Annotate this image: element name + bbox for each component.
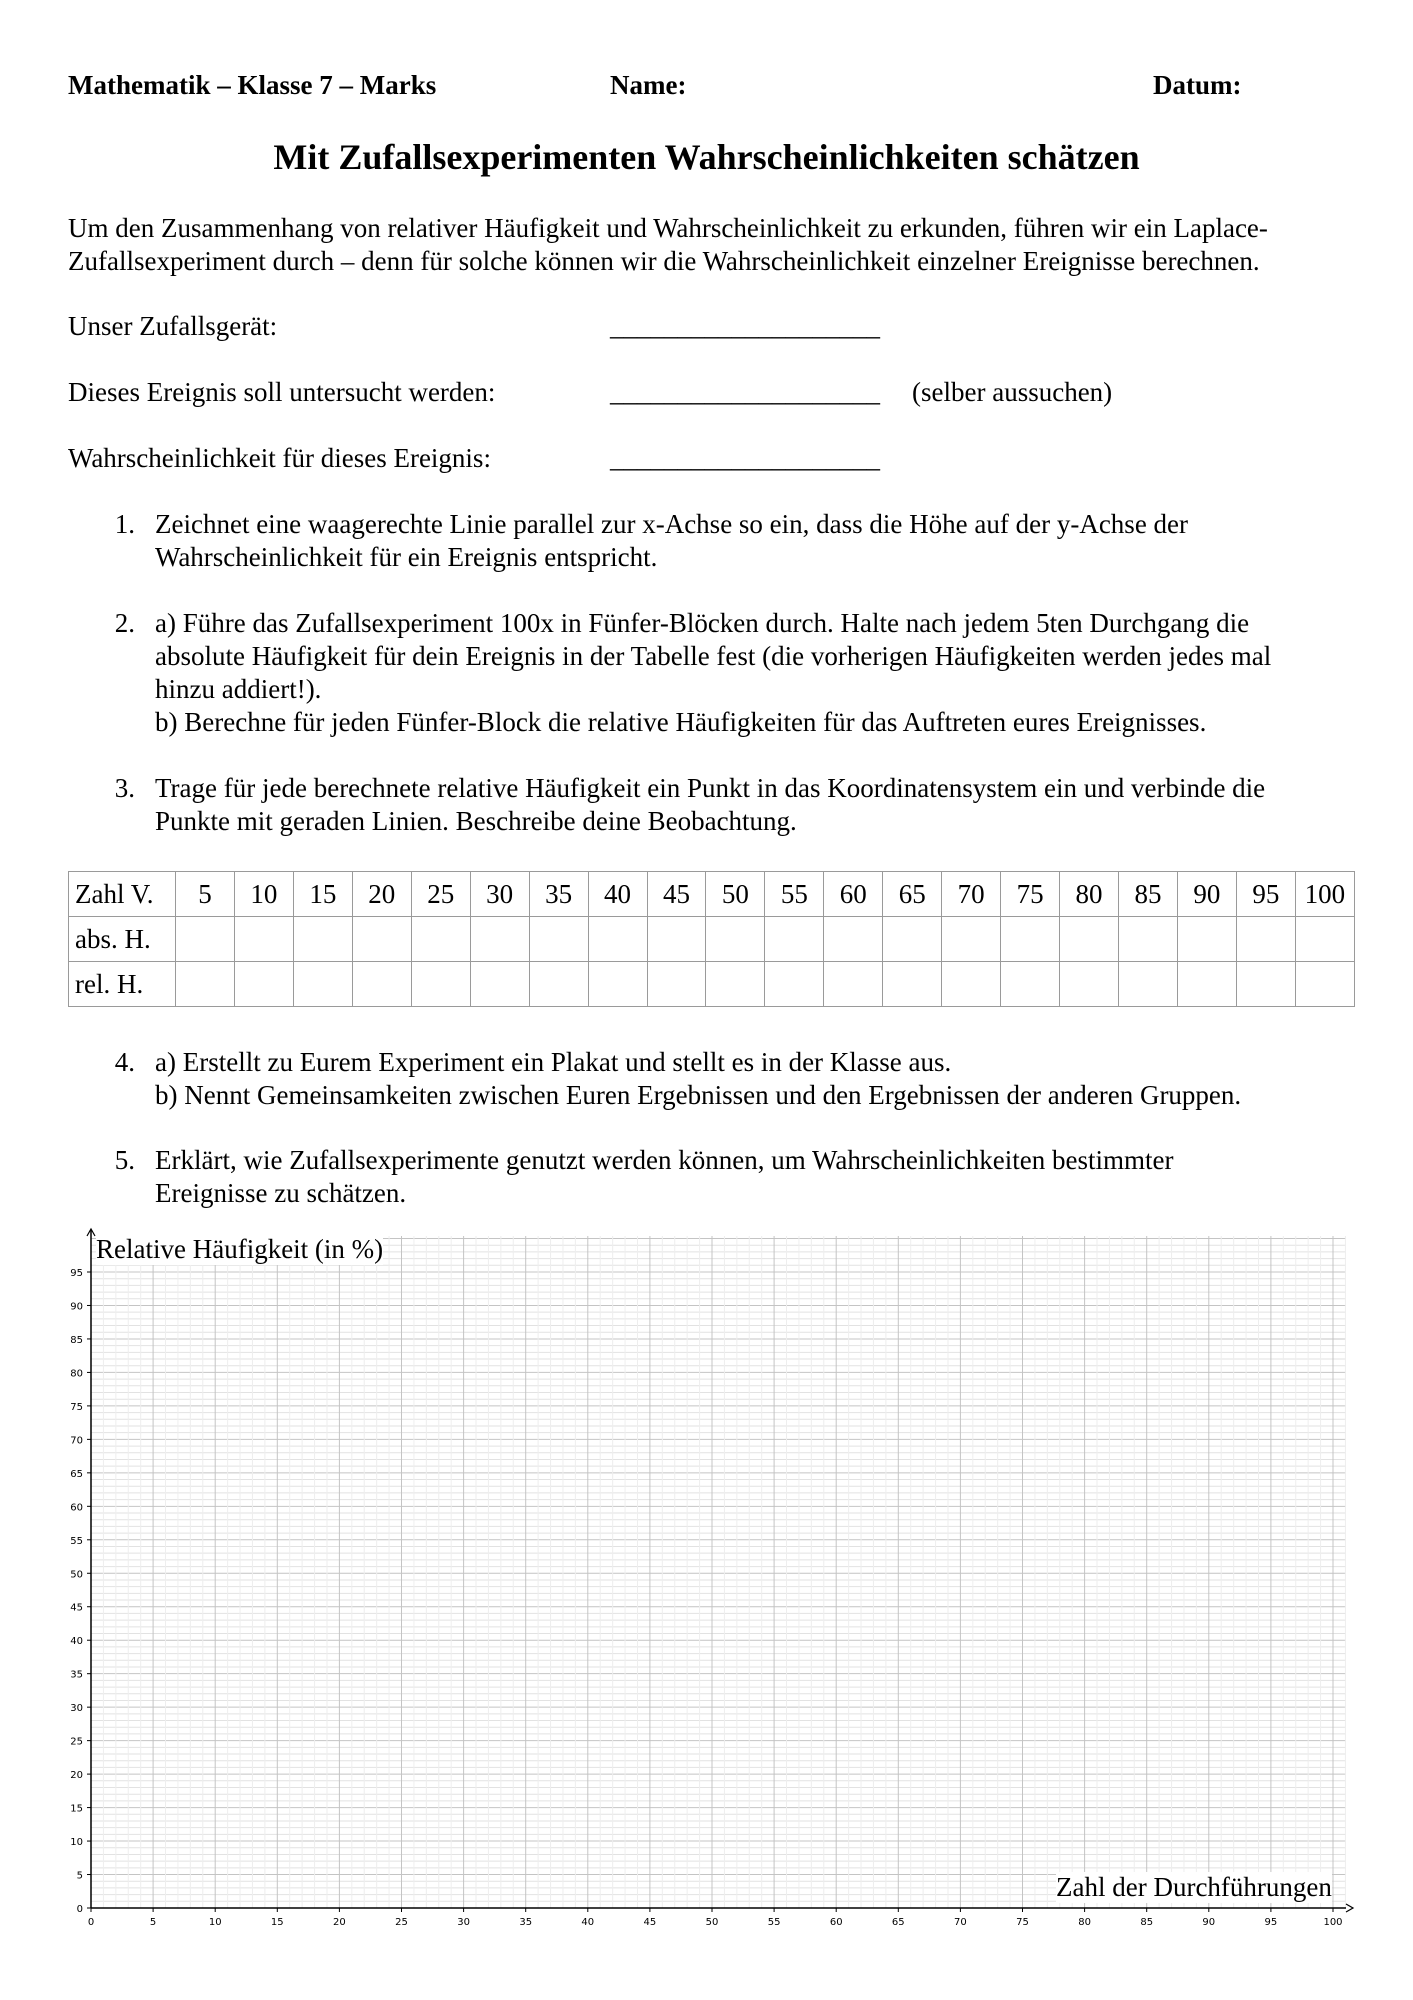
x-tick-label: 40 (581, 1917, 595, 1928)
y-tick-label: 15 (70, 1803, 83, 1815)
task-line: Punkte mit geraden Linien. Beschreibe deine Beobachtung. (155, 806, 797, 836)
event-blank[interactable]: ____________________ (610, 377, 880, 407)
column-header: 60 (824, 872, 883, 917)
y-tick-label: 40 (70, 1636, 83, 1648)
column-header: 40 (588, 872, 647, 917)
row-header: Zahl V. (69, 872, 176, 917)
x-tick-label: 65 (891, 1917, 905, 1928)
probability-blank[interactable]: ____________________ (610, 443, 880, 473)
y-tick-label: 65 (70, 1468, 83, 1480)
x-tick-label: 15 (270, 1917, 284, 1928)
y-tick-label: 10 (70, 1837, 83, 1849)
task-line: hinzu addiert!). (155, 674, 322, 704)
task-line: a) Führe das Zufallsexperiment 100x in Fünfer-Blöcken durch. Halte nach jedem 5ten Durchgang die (155, 608, 1250, 638)
x-axis-label: Zahl der Durchführungen (1056, 1872, 1332, 1902)
column-header: 75 (1001, 872, 1060, 917)
x-axis-arrow (1346, 1904, 1353, 1912)
task-number: 2. (114, 608, 135, 638)
y-tick-label: 85 (70, 1334, 83, 1346)
row-header: abs. H. (69, 917, 176, 962)
y-tick-label: 70 (70, 1435, 83, 1447)
task-line: Erklärt, wie Zufallsexperimente genutzt werden können, um Wahrscheinlichkeiten bestimmter (155, 1145, 1174, 1175)
event-note: (selber aussuchen) (912, 377, 1113, 407)
y-tick-label: 25 (70, 1736, 83, 1748)
task-line: Trage für jede berechnete relative Häufigkeit ein Punkt in das Koordinatensystem ein und verbinde die (155, 773, 1266, 803)
task-number: 4. (114, 1047, 135, 1077)
y-tick-label: 5 (76, 1870, 83, 1882)
column-header: 20 (352, 872, 411, 917)
x-tick-label: 0 (87, 1917, 95, 1928)
grid-lines (91, 1236, 1346, 1908)
task-line: Ereignisse zu schätzen. (155, 1178, 407, 1208)
column-header: 35 (529, 872, 588, 917)
column-header: 5 (176, 872, 235, 917)
column-header: 95 (1236, 872, 1295, 917)
column-header: 30 (470, 872, 529, 917)
x-tick-label: 95 (1264, 1917, 1278, 1928)
column-header: 85 (1119, 872, 1178, 917)
task-number: 1. (114, 509, 135, 539)
date-label: Datum: (1153, 70, 1242, 100)
event-label: Dieses Ereignis soll untersucht werden: (68, 377, 496, 407)
column-header: 90 (1177, 872, 1236, 917)
x-tick-label: 80 (1078, 1917, 1091, 1928)
x-tick-label: 75 (1016, 1917, 1029, 1928)
probability-label: Wahrscheinlichkeit für dieses Ereignis: (68, 443, 491, 473)
y-tick-label: 55 (70, 1535, 83, 1547)
x-tick-label: 20 (333, 1917, 346, 1928)
task-line: b) Nennt Gemeinsamkeiten zwischen Euren Ergebnissen und den Ergebnissen der anderen Gruppen. (155, 1080, 1242, 1110)
column-header: 65 (883, 872, 942, 917)
column-header: 55 (765, 872, 824, 917)
column-header: 100 (1295, 872, 1354, 917)
x-tick-label: 60 (829, 1917, 843, 1928)
x-tick-label: 50 (705, 1917, 719, 1928)
column-header: 70 (942, 872, 1001, 917)
y-tick-labels (70, 1268, 91, 1915)
task-line: absolute Häufigkeit für dein Ereignis in der Tabelle fest (die vorherigen Häufigkeiten werden jedes mal (155, 641, 1272, 671)
y-tick-label: 45 (70, 1602, 83, 1614)
y-tick-label: 90 (70, 1301, 83, 1313)
task-line: Zeichnet eine waagerechte Linie parallel zur x-Achse so ein, dass die Höhe auf der y-Achse der (155, 509, 1189, 539)
x-tick-label: 55 (767, 1917, 781, 1928)
column-header: 80 (1060, 872, 1119, 917)
x-tick-label: 85 (1140, 1917, 1154, 1928)
x-tick-label: 35 (519, 1917, 533, 1928)
task-number: 5. (114, 1145, 135, 1175)
column-header: 10 (234, 872, 293, 917)
y-tick-label: 80 (70, 1368, 83, 1380)
task-line: Wahrscheinlichkeit für ein Ereignis entspricht. (155, 542, 658, 572)
device-blank[interactable]: ____________________ (610, 311, 880, 341)
y-tick-label: 35 (70, 1669, 83, 1681)
y-axis-label: Relative Häufigkeit (in %) (96, 1234, 384, 1264)
y-tick-label: 20 (70, 1770, 83, 1782)
column-header: 45 (647, 872, 706, 917)
task-number: 3. (114, 773, 135, 803)
x-tick-label: 30 (457, 1917, 470, 1928)
x-tick-label: 25 (395, 1917, 408, 1928)
worksheet-title: Mit Zufallsexperimenten Wahrscheinlichkeiten schätzen (273, 137, 1140, 177)
column-header: 15 (293, 872, 352, 917)
x-tick-label: 70 (954, 1917, 967, 1928)
intro-line-2: Zufallsexperiment durch – denn für solche können wir die Wahrscheinlichkeit einzelner Ereignisse berechnen. (68, 246, 1260, 276)
x-tick-label: 45 (643, 1917, 657, 1928)
device-label: Unser Zufallsgerät: (68, 311, 278, 341)
y-tick-label: 95 (70, 1268, 83, 1279)
x-tick-label: 5 (149, 1917, 157, 1928)
x-tick-label: 100 (1323, 1917, 1343, 1928)
x-tick-labels (88, 1908, 1343, 1928)
y-tick-label: 0 (76, 1904, 83, 1915)
name-label: Name: (610, 70, 687, 100)
x-tick-label: 10 (208, 1917, 222, 1928)
column-header: 25 (411, 872, 470, 917)
column-header: 50 (706, 872, 765, 917)
task-line: b) Berechne für jeden Fünfer-Block die relative Häufigkeiten für das Auftreten eures Ereignisses. (155, 707, 1207, 737)
intro-line-1: Um den Zusammenhang von relativer Häufigkeit und Wahrscheinlichkeit zu erkunden, führen wir ein Laplace- (68, 213, 1268, 243)
course-header: Mathematik – Klasse 7 – Marks (68, 70, 437, 100)
y-tick-label: 75 (70, 1401, 83, 1413)
y-tick-label: 30 (70, 1703, 83, 1715)
x-tick-label: 90 (1202, 1917, 1216, 1928)
task-line: a) Erstellt zu Eurem Experiment ein Plakat und stellt es in der Klasse aus. (155, 1047, 952, 1077)
y-tick-label: 60 (70, 1502, 83, 1514)
row-header: rel. H. (69, 962, 176, 1007)
y-tick-label: 50 (70, 1569, 83, 1581)
